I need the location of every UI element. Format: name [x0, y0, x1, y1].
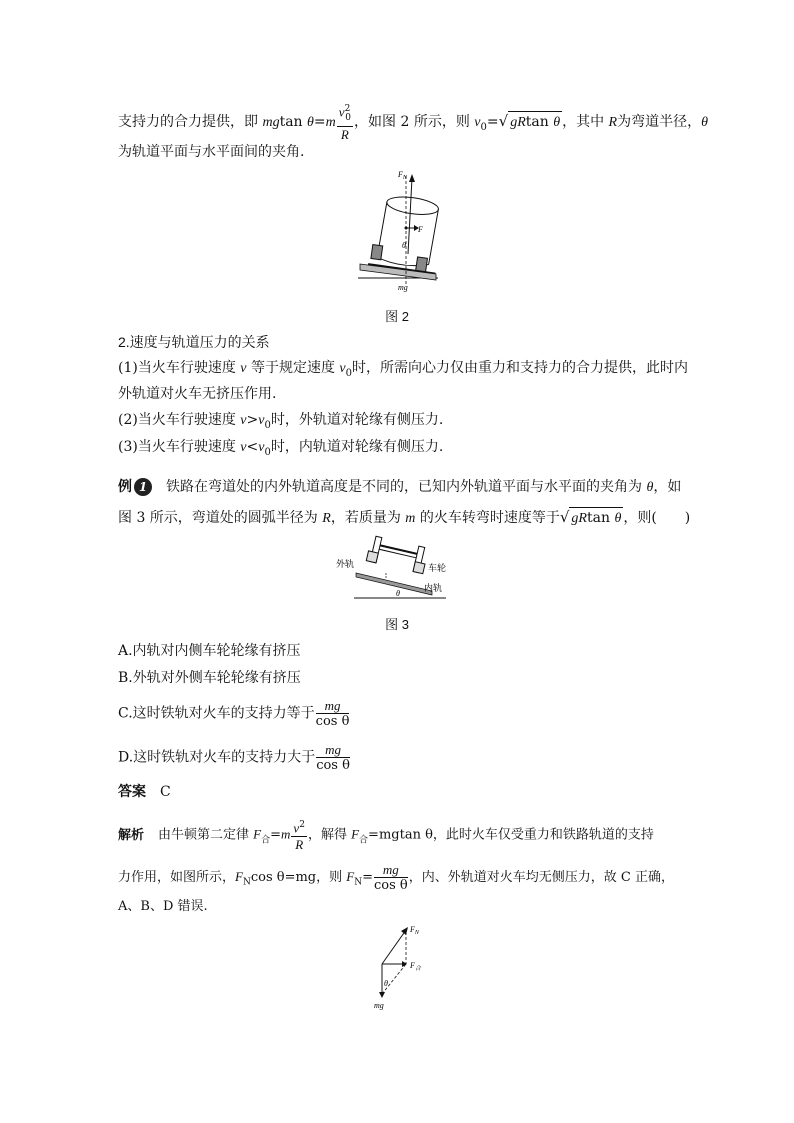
example-badge: 例 [118, 478, 132, 494]
label-outer-rail: 外轨 [336, 559, 355, 569]
v-symbol: v [339, 361, 346, 376]
intro-text: 为弯道半径， [617, 113, 702, 130]
sqrt-icon: √ [498, 111, 509, 130]
item-text: (1)当火车行驶速度 [118, 360, 241, 376]
analysis-text: =mgtan θ，此时火车仅受重力和铁路轨道的支持 [368, 827, 654, 843]
numerator: mg [374, 862, 408, 878]
v-symbol: v [258, 440, 265, 455]
subscript: 0 [264, 446, 271, 458]
label-theta: θ [402, 241, 406, 250]
r-symbol: R [322, 511, 331, 526]
theta-symbol: θ [646, 480, 654, 495]
label-fn: $F_N$ [398, 170, 407, 181]
item-2 [118, 410, 683, 436]
fraction-v0-squared-over-r [337, 102, 353, 142]
analysis-text: 力作用，如图所示， [118, 870, 236, 885]
intro-line-1 [118, 102, 708, 142]
figure-2-train-diagram [350, 168, 446, 292]
analysis-text: cos θ=mg，则 [250, 870, 347, 885]
m-symbol: m [405, 511, 416, 526]
f-symbol: F [253, 826, 262, 842]
label-mg: mg [398, 283, 408, 292]
item-text: 时，所需向心力仅由重力和支持力的合力提供，此时内 [352, 360, 688, 376]
theta-symbol: θ [701, 114, 708, 130]
item-text: 等于规定速度 [246, 360, 340, 376]
analysis-text: ，内、外轨道对火车均无侧压力，故 C 正确， [408, 870, 674, 885]
figure-3-caption: 图 3 [385, 617, 409, 632]
item-text: 时，内轨道对轮缘有侧压力. [270, 439, 444, 455]
label-mg: mg [374, 1001, 384, 1010]
v-symbol: v [258, 413, 265, 428]
denominator: cos θ [315, 714, 350, 729]
r-symbol: R [608, 114, 618, 130]
subscript: 0 [264, 419, 271, 431]
figure-force-diagram [362, 918, 442, 1010]
analysis-text: ，解得 [307, 827, 352, 843]
superscript: 2 [299, 820, 305, 830]
figure-2-caption: 图 2 [385, 309, 409, 324]
v-symbol: v [474, 114, 481, 130]
f-symbol: F [351, 826, 360, 842]
analysis-line-1 [118, 818, 683, 852]
intro-text: 支持力的合力提供，即 [118, 113, 263, 130]
less-than: < [246, 439, 259, 455]
mg-symbol: mg [262, 114, 280, 130]
denominator: cos θ [316, 758, 350, 773]
v-symbol: v [338, 104, 345, 120]
f-symbol: F [235, 869, 243, 884]
fraction-mg-over-cos [374, 862, 408, 893]
option-text: D.这时铁轨对火车的支持力大于 [118, 749, 316, 766]
option-c [118, 698, 683, 729]
label-f: F [418, 225, 423, 234]
example-text: ，则( ) [623, 510, 691, 526]
example-line-1 [118, 476, 683, 498]
intro-text: ，其中 [562, 113, 609, 130]
v-symbol: v [293, 820, 300, 836]
label-fn: $F_N$ [410, 925, 419, 936]
subscript: 合 [359, 835, 369, 846]
f-symbol: F [346, 869, 355, 884]
tan-text: tan [279, 113, 308, 130]
label-f-net: $F_合$ [410, 961, 421, 972]
example-text: 的火车转弯时速度等于 [415, 510, 560, 526]
r-symbol: R [340, 126, 349, 142]
option-d [118, 742, 683, 773]
theta-symbol: θ [553, 114, 561, 130]
item-3 [118, 437, 683, 463]
answer-line [118, 781, 683, 802]
r-symbol: R [295, 837, 304, 853]
item-text: 时，外轨道对轮缘有侧压力. [270, 412, 444, 428]
subscript: 合 [261, 835, 271, 846]
subscript: N [242, 877, 251, 888]
greater-than: > [246, 412, 259, 428]
sqrt-content [569, 507, 623, 529]
option-b: B.外轨对外侧车轮轮缘有挤压 [118, 670, 301, 686]
example-text: 铁路在弯道处的内外轨道高度是不同的，已知内外轨道平面与水平面的夹角为 [166, 479, 647, 495]
numerator: mg [316, 698, 350, 714]
equals-sign: = [362, 870, 373, 885]
analysis-label: 解析 [118, 826, 145, 842]
answer-value: C [160, 784, 171, 800]
example-number-icon: 1 [134, 478, 152, 496]
label-theta: θ [384, 979, 388, 988]
example-line-2 [118, 507, 691, 529]
intro-line-2: 为轨道平面与水平面间的夹角. [118, 144, 305, 160]
tan-text: tan [586, 510, 615, 526]
label-wheel: 车轮 [428, 563, 447, 573]
v-symbol: v [240, 413, 247, 428]
item-text: (2)当火车行驶速度 [118, 412, 241, 428]
theta-symbol: θ [614, 511, 622, 526]
sqrt-content [508, 111, 562, 133]
tan-text: tan [525, 113, 554, 130]
superscript: 2 [344, 104, 351, 114]
subscript: N [354, 877, 363, 888]
subscript: 0 [480, 121, 487, 133]
sqrt-icon: √ [559, 508, 570, 526]
v-symbol: v [240, 361, 247, 376]
label-theta: θ [396, 589, 400, 598]
item-1-line-1 [118, 358, 688, 384]
denominator: cos θ [374, 878, 408, 893]
m-symbol: m [325, 114, 336, 130]
equals-sign: = [270, 827, 282, 843]
option-a: A.内轨对内侧车轮轮缘有挤压 [118, 643, 301, 659]
theta-symbol: θ [307, 114, 314, 130]
equals-sign: = [486, 113, 499, 130]
m-symbol: m [281, 826, 291, 842]
item-1-line-2: 外轨道对火车无挤压作用. [118, 386, 277, 402]
figure-3-track-diagram [334, 535, 458, 603]
section-2-title: 2.速度与轨道压力的关系 [118, 334, 270, 350]
intro-text: ，如图 2 所示，则 [354, 113, 475, 130]
v-symbol: v [240, 440, 247, 455]
example-text: 图 3 所示，弯道处的圆弧半径为 [118, 510, 323, 526]
gr-symbol: gR [510, 114, 526, 130]
example-text: ，如 [653, 479, 682, 495]
option-text: C.这时铁轨对火车的支持力等于 [118, 705, 315, 722]
item-text: (3)当火车行驶速度 [118, 439, 241, 455]
equals-sign: = [313, 113, 326, 130]
gr-symbol: gR [571, 511, 587, 526]
example-text: ，若质量为 [330, 510, 406, 526]
answer-label: 答案 [118, 783, 146, 799]
fraction-mg-over-cos [316, 742, 350, 773]
analysis-text: 由牛顿第二定律 [158, 827, 254, 843]
fraction-v-squared-over-r [291, 818, 307, 852]
label-inner-rail: 内轨 [424, 583, 443, 593]
subscript: 0 [345, 367, 352, 379]
subscript: 0 [345, 112, 352, 123]
analysis-line-3: A、B、D 错误. [118, 899, 208, 914]
numerator: mg [316, 742, 350, 758]
fraction-mg-over-cos [316, 698, 350, 729]
analysis-line-2 [118, 862, 683, 893]
